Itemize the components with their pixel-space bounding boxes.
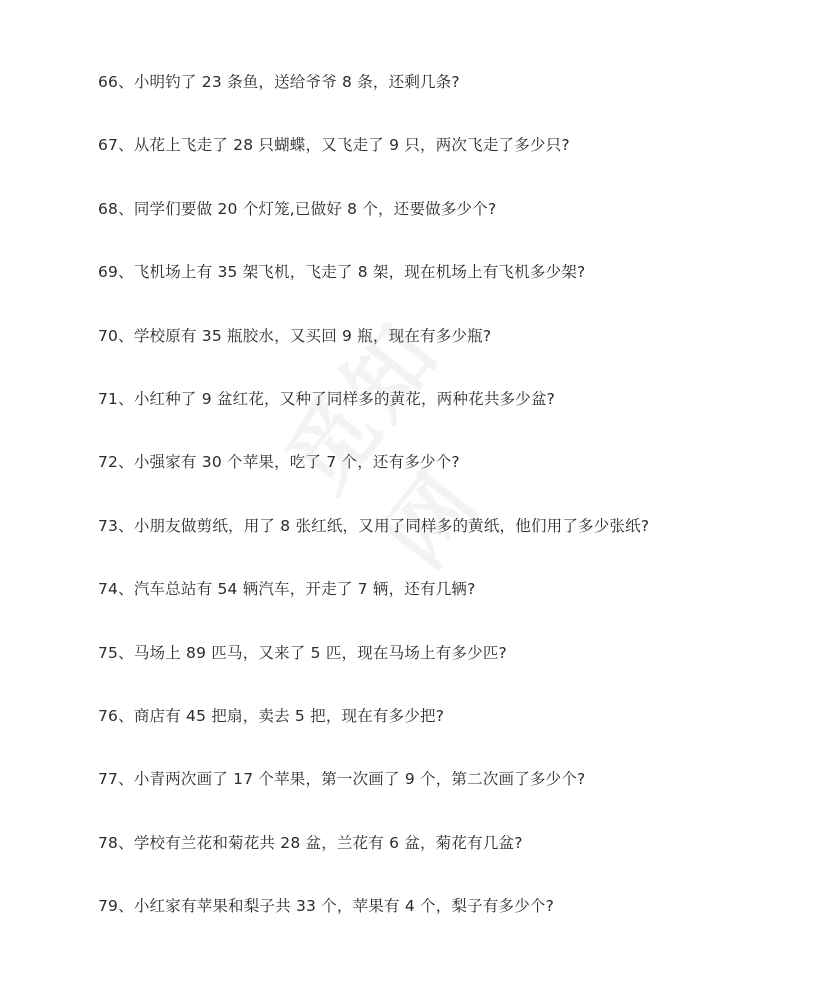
question-item — [98, 831, 649, 894]
question-item — [98, 577, 649, 640]
question-item — [98, 641, 649, 704]
question-text: 小明钓了 23 条鱼，送给爷爷 8 条，还剩几条? — [133, 73, 460, 91]
question-item — [98, 450, 649, 513]
question-number: 72、 — [98, 453, 134, 472]
question-text: 小朋友做剪纸，用了 8 张红纸，又用了同样多的黄纸，他们用了多少张纸? — [133, 516, 650, 535]
question-item — [98, 133, 649, 196]
question-item — [98, 260, 649, 323]
question-number: 77、 — [98, 770, 134, 789]
question-text: 学校原有 35 瓶胶水，又买回 9 瓶，现在有多少瓶? — [133, 326, 492, 345]
question-item — [98, 894, 649, 957]
question-number: 68、 — [98, 199, 134, 218]
question-number: 69、 — [98, 263, 134, 282]
question-number: 76、 — [98, 706, 134, 725]
question-item — [98, 324, 649, 387]
question-number: 79、 — [98, 897, 134, 916]
question-text: 学校有兰花和菊花共 28 盆，兰花有 6 盆，菊花有几盆? — [133, 833, 523, 852]
question-text: 飞机场上有 35 架飞机，飞走了 8 架，现在机场上有飞机多少架? — [133, 263, 586, 282]
question-text: 同学们要做 20 个灯笼,已做好 8 个，还要做多少个? — [133, 199, 497, 218]
question-item — [98, 767, 649, 830]
question-text: 小红种了 9 盆红花，又种了同样多的黄花，两种花共多少盆? — [133, 389, 556, 408]
question-item — [98, 70, 649, 133]
question-item — [98, 197, 649, 260]
question-item — [98, 704, 649, 767]
question-number: 66、 — [98, 73, 134, 91]
question-text: 从花上飞走了 28 只蝴蝶，又飞走了 9 只，两次飞走了多少只? — [133, 136, 570, 155]
question-text: 小红家有苹果和梨子共 33 个，苹果有 4 个，梨子有多少个? — [133, 897, 555, 916]
question-text: 商店有 45 把扇，卖去 5 把，现在有多少把? — [133, 706, 445, 725]
question-number: 75、 — [98, 643, 134, 662]
question-list — [98, 70, 649, 957]
question-item — [98, 387, 649, 450]
question-number: 78、 — [98, 833, 134, 852]
question-number: 67、 — [98, 136, 134, 155]
question-text: 小强家有 30 个苹果，吃了 7 个，还有多少个? — [133, 453, 460, 472]
question-text: 马场上 89 匹马，又来了 5 匹，现在马场上有多少匹? — [133, 643, 507, 662]
question-item — [98, 514, 649, 577]
question-text: 小青两次画了 17 个苹果，第一次画了 9 个，第二次画了多少个? — [133, 770, 586, 789]
question-number: 73、 — [98, 516, 134, 535]
question-text: 汽车总站有 54 辆汽车，开走了 7 辆，还有几辆? — [133, 580, 476, 599]
question-number: 71、 — [98, 389, 134, 408]
question-number: 74、 — [98, 580, 134, 599]
question-number: 70、 — [98, 326, 134, 345]
